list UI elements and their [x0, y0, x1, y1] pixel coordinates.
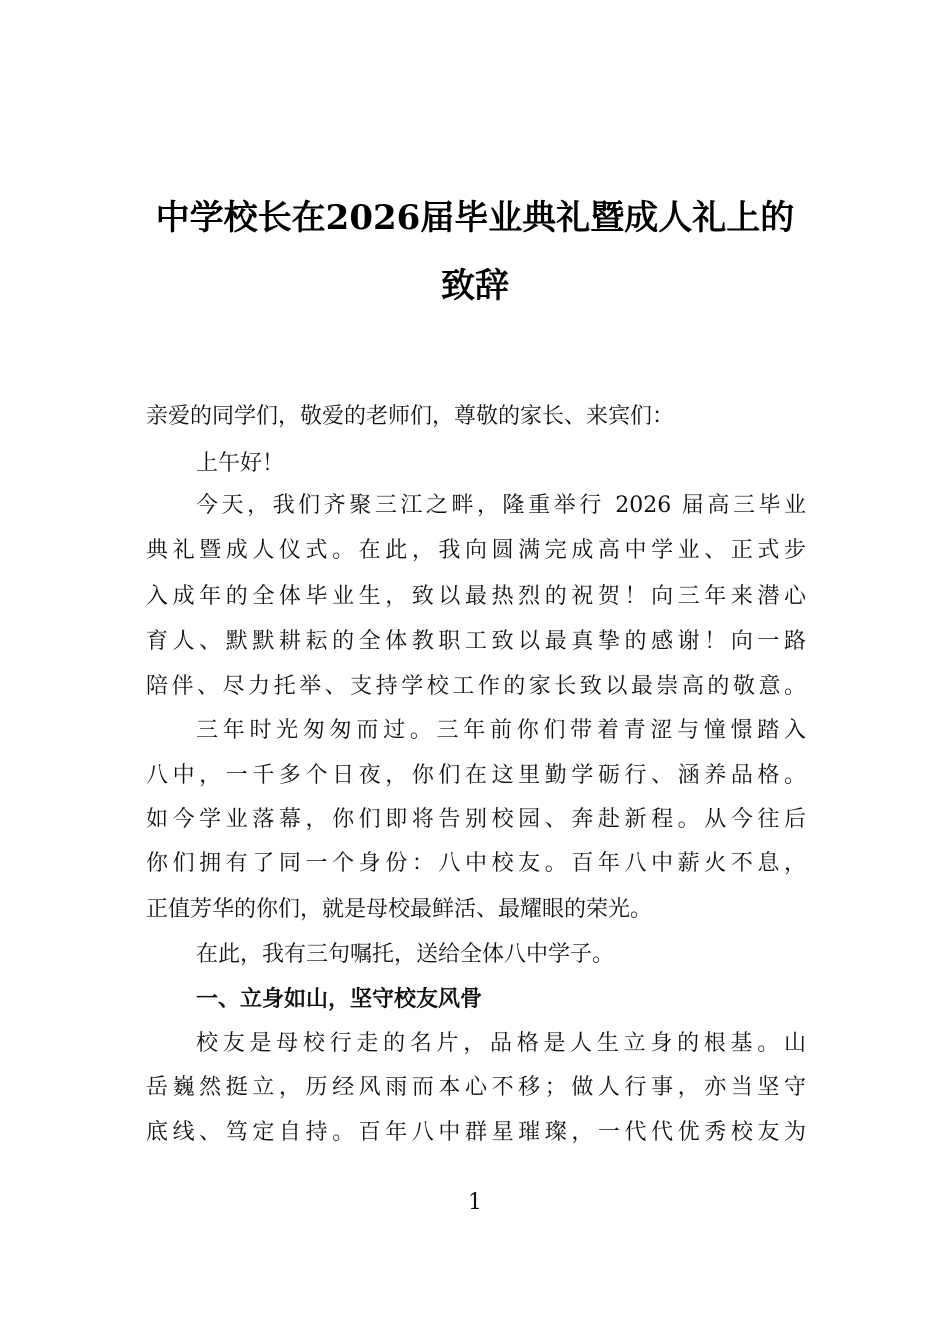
paragraph-line: 今天，我们齐聚三江之畔，隆重举行 2026 届高三毕业	[196, 493, 806, 518]
paragraph-line: 岳巍然挺立，历经风雨而本心不移；做人行事，亦当坚守	[146, 1075, 806, 1100]
paragraph-line: 如今学业落幕，你们即将告别校园、奔赴新程。从今往后	[146, 807, 806, 832]
paragraph-line: 正值芳华的你们，就是母校最鲜活、最耀眼的荣光。	[146, 897, 653, 922]
page-number: 1	[468, 1190, 482, 1215]
section-heading: 一、立身如山，坚守校友风骨	[196, 987, 483, 1012]
paragraph-line: 入成年的全体毕业生，致以最热烈的祝贺！向三年来潜心	[146, 584, 806, 609]
document-title-line-2: 致辞	[441, 266, 509, 306]
paragraph-line: 底线、笃定自持。百年八中群星璀璨，一代代优秀校友为	[146, 1120, 806, 1145]
paragraph-line: 校友是母校行走的名片，品格是人生立身的根基。山	[196, 1031, 806, 1056]
paragraph-line: 在此，我有三句嘱托，送给全体八中学子。	[196, 942, 615, 967]
greeting: 上午好！	[196, 451, 285, 476]
paragraph-line: 你们拥有了同一个身份：八中校友。百年八中薪火不息，	[146, 851, 806, 876]
paragraph-line: 陪伴、尽力托举、支持学校工作的家长致以最崇高的敬意。	[146, 674, 806, 699]
paragraph-line: 典礼暨成人仪式。在此，我向圆满完成高中学业、正式步	[146, 538, 806, 563]
paragraph-line: 八中，一千多个日夜，你们在这里勤学砺行、涵养品格。	[146, 763, 806, 788]
paragraph-line: 育人、默默耕耘的全体教职工致以最真挚的感谢！向一路	[146, 629, 806, 654]
salutation: 亲爱的同学们，敬爱的老师们，尊敬的家长、来宾们：	[146, 404, 675, 429]
document-title-line-1: 中学校长在2026届毕业典礼暨成人礼上的	[155, 198, 795, 238]
paragraph-line: 三年时光匆匆而过。三年前你们带着青涩与憧憬踏入	[196, 718, 806, 743]
